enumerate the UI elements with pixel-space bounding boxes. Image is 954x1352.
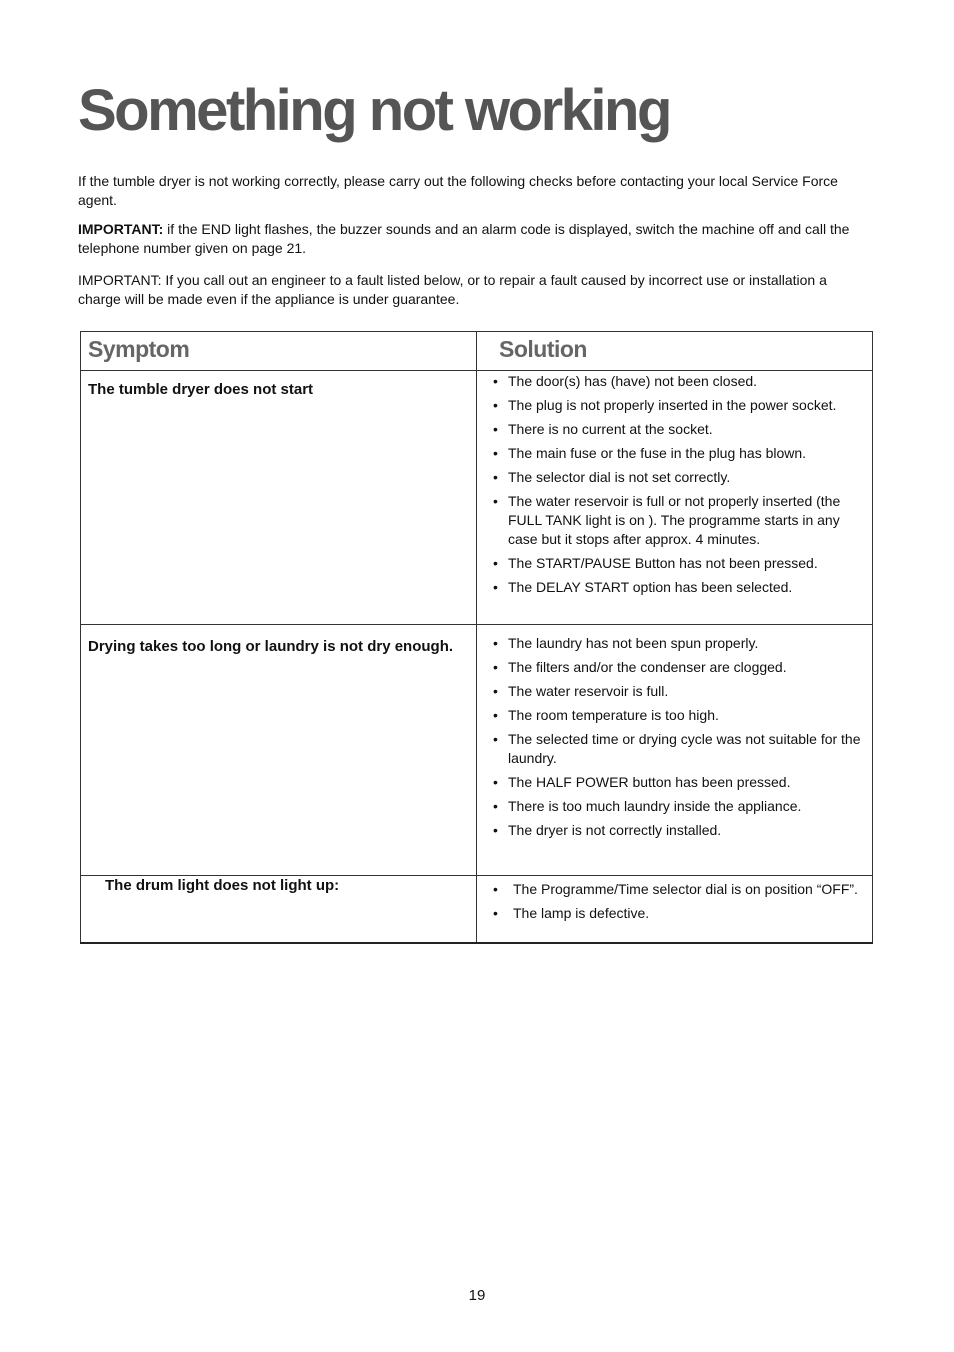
solution-item: • The selector dial is not set correctly. — [493, 468, 862, 487]
symptom-cell — [81, 625, 477, 876]
header-solution: Solution — [477, 332, 873, 371]
solution-cell — [477, 371, 873, 625]
solution-item: • The main fuse or the fuse in the plug has blown. — [493, 444, 862, 463]
table-row — [81, 625, 873, 876]
solution-item: • The filters and/or the condenser are clogged. — [493, 658, 862, 677]
solution-list — [477, 371, 872, 597]
solution-list — [477, 625, 872, 840]
symptom-text: The tumble dryer does not start — [88, 381, 314, 398]
troubleshooting-table — [80, 331, 873, 944]
solution-item: • The dryer is not correctly installed. — [493, 821, 862, 840]
page-title: Something not working — [78, 78, 670, 143]
solution-item: • The DELAY START option has been selected. — [493, 578, 862, 597]
solution-item: • The HALF POWER button has been pressed. — [493, 773, 862, 792]
table-row — [81, 876, 873, 944]
table-row — [81, 371, 873, 625]
solution-item: • The room temperature is too high. — [493, 706, 862, 725]
solution-item: • The water reservoir is full or not properly inserted (the FULL TANK light is on ). The programme starts in any case but it stops after approx. 4 minutes. — [493, 492, 862, 549]
solution-item: • The selected time or drying cycle was not suitable for the laundry. — [493, 730, 862, 768]
solution-item: • The lamp is defective. — [493, 904, 862, 923]
solution-item: • There is too much laundry inside the appliance. — [493, 797, 862, 816]
important-alarm-text: if the END light flashes, the buzzer sounds and an alarm code is displayed, switch the machine off and call the telephone number given on page 21. — [78, 221, 850, 256]
symptom-text: The drum light does not light up: — [105, 877, 340, 894]
header-symptom: Symptom — [81, 332, 477, 371]
solution-item: • The laundry has not been spun properly. — [493, 634, 862, 653]
solution-list — [477, 876, 872, 923]
solution-item: • The water reservoir is full. — [493, 682, 862, 701]
symptom-cell — [81, 876, 477, 944]
symptom-cell — [81, 371, 477, 625]
important-label: IMPORTANT: — [78, 221, 164, 237]
intro-paragraph: If the tumble dryer is not working correctly, please carry out the following checks before contacting your local Service Force agent. — [78, 173, 838, 208]
important-notice-alarm — [78, 220, 868, 258]
table-header-row — [81, 332, 873, 371]
important-notice-charge: IMPORTANT: If you call out an engineer to a fault listed below, or to repair a fault caused by incorrect use or installation a charge will be made even if the appliance is under guarantee. — [78, 272, 827, 307]
symptom-text: Drying takes too long or laundry is not dry enough. — [88, 638, 454, 655]
solution-item: • The START/PAUSE Button has not been pressed. — [493, 554, 862, 573]
solution-item: • There is no current at the socket. — [493, 420, 862, 439]
solution-cell — [477, 625, 873, 876]
solution-item: • The Programme/Time selector dial is on position “OFF”. — [493, 880, 862, 899]
solution-cell — [477, 876, 873, 944]
solution-item: • The door(s) has (have) not been closed. — [493, 372, 862, 391]
solution-item: • The plug is not properly inserted in the power socket. — [493, 396, 862, 415]
page-number: 19 — [468, 1287, 486, 1304]
